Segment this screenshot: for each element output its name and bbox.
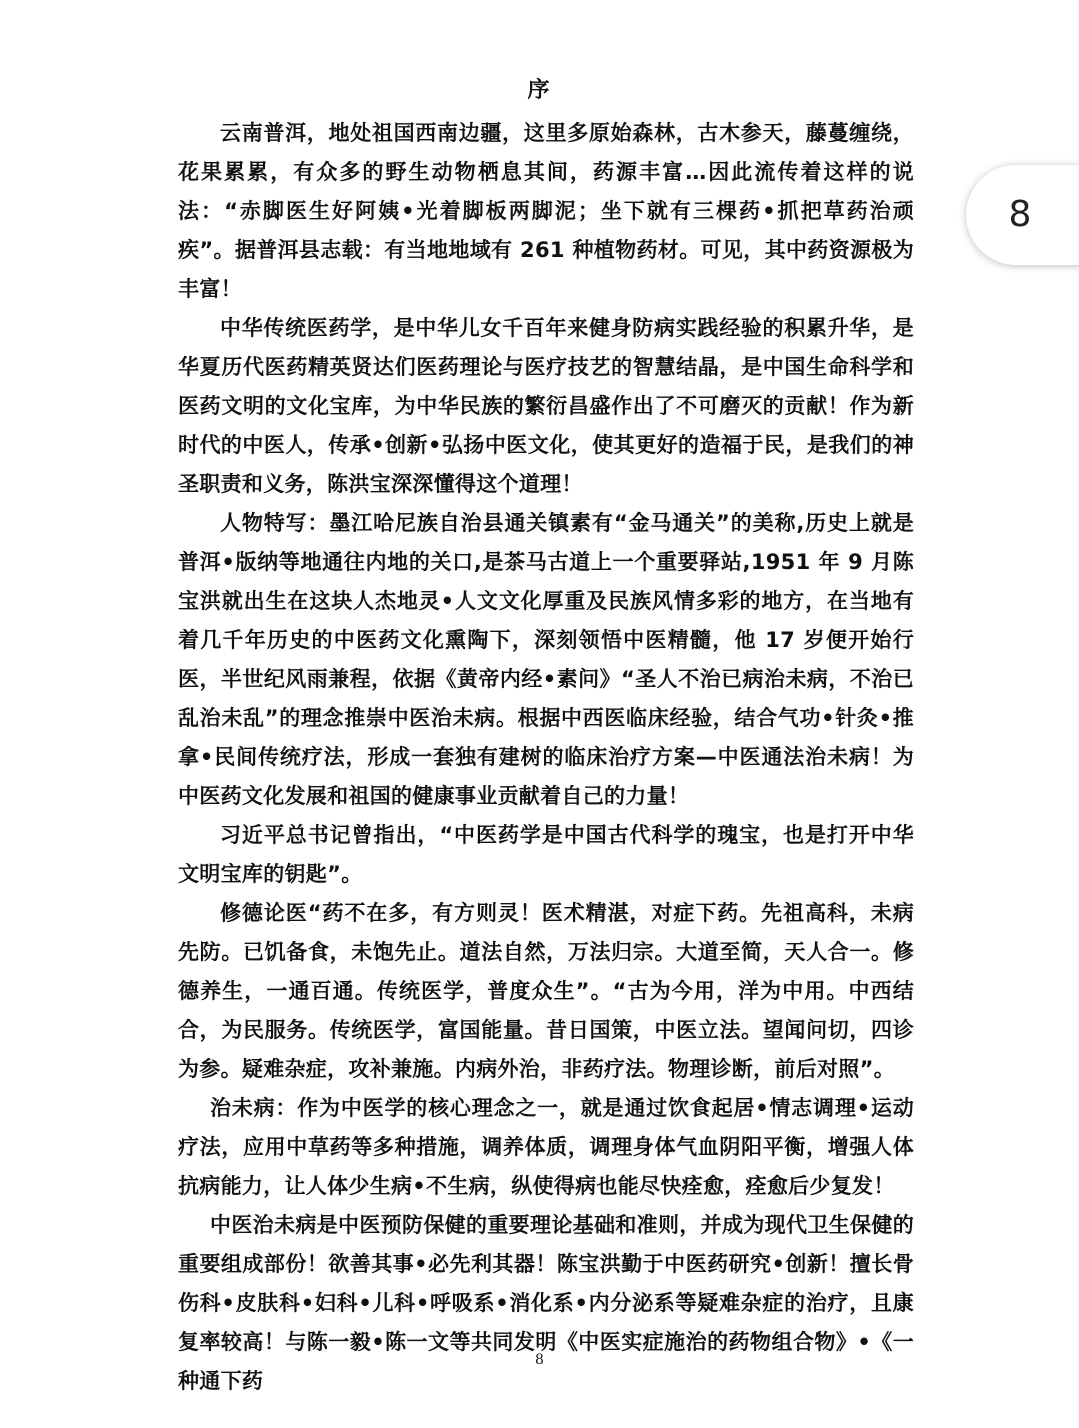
page-title: 序 — [527, 78, 552, 103]
paragraph-7: 中医治未病是中医预防保健的重要理论基础和准则，并成为现代卫生保健的重要组成部份！欲善其事•必先利其器！陈宝洪勤于中医药研究•创新！擅长骨伤科•皮肤科•妇科•儿科•呼吸系•消化系•内分泌系等疑难杂症的治疗，且康复率较高！与陈一毅•陈一文等共同发明《中医实症施治的药物组合物》•《一种通下药 — [178, 1213, 914, 1393]
paragraph-4: 习近平总书记曾指出，“中医药学是中国古代科学的瑰宝，也是打开中华文明宝库的钥匙”。 — [178, 823, 914, 886]
page-indicator-number: 8 — [1008, 194, 1032, 235]
paragraph-2: 中华传统医药学，是中华儿女千百年来健身防病实践经验的积累升华，是华夏历代医药精英贤达们医药理论与医疗技艺的智慧结晶，是中国生命科学和医药文明的文化宝库，为中华民族的繁衍昌盛作出了不可磨灭的贡献！作为新时代的中医人，传承•创新•弘扬中医文化，使其更好的造福于民，是我们的神圣职责和义务，陈洪宝深深懂得这个道理！ — [178, 316, 914, 496]
paragraph-6: 治未病：作为中医学的核心理念之一，就是通过饮食起居•情志调理•运动疗法，应用中草药等多种措施，调养体质，调理身体气血阴阳平衡，增强人体抗病能力，让人体少生病•不生病，纵使得病也能尽快痊愈，痊愈后少复发！ — [178, 1096, 914, 1198]
paragraph-1: 云南普洱，地处祖国西南边疆，这里多原始森林，古木参天，藤蔓缠绕，花果累累，有众多的野生动物栖息其间，药源丰富…因此流传着这样的说法：“赤脚医生好阿姨•光着脚板两脚泥；坐下就有三棵药•抓把草药治顽疾”。据普洱县志载：有当地地域有 261 种植物药材。可见，其中药资源极为丰富！ — [178, 121, 914, 301]
body-text — [178, 114, 914, 1401]
paragraph-3: 人物特写：墨江哈尼族自治县通关镇素有“金马通关”的美称,历史上就是普洱•版纳等地通往内地的关口,是茶马古道上一个重要驿站,1951 年 9 月陈宝洪就出生在这块人杰地灵•人文文化厚重及民族风情多彩的地方，在当地有着几千年历史的中医药文化熏陶下，深刻领悟中医精髓，他 17 岁便开始行医，半世纪风雨兼程，依据《黄帝内经•素问》“圣人不治已病治未病，不治已乱治未乱”的理念推崇中医治未病。根据中西医临床经验，结合气功•针灸•推拿•民间传统疗法，形成一套独有建树的临床治疗方案—中医通法治未病！为中医药文化发展和祖国的健康事业贡献着自己的力量！ — [178, 511, 914, 808]
footer-page-number: 8 — [535, 1352, 544, 1368]
paragraph-5: 修德论医“药不在多，有方则灵！医术精湛，对症下药。先祖高科，未病先防。已饥备食，未饱先止。道法自然，万法归宗。大道至简，天人合一。修德养生，一通百通。传统医学，普度众生”。“古为今用，洋为中用。中西结合，为民服务。传统医学，富国能量。昔日国策，中医立法。望闻问切，四诊为参。疑难杂症，攻补兼施。内病外治，非药疗法。物理诊断，前后对照”。 — [178, 901, 914, 1081]
